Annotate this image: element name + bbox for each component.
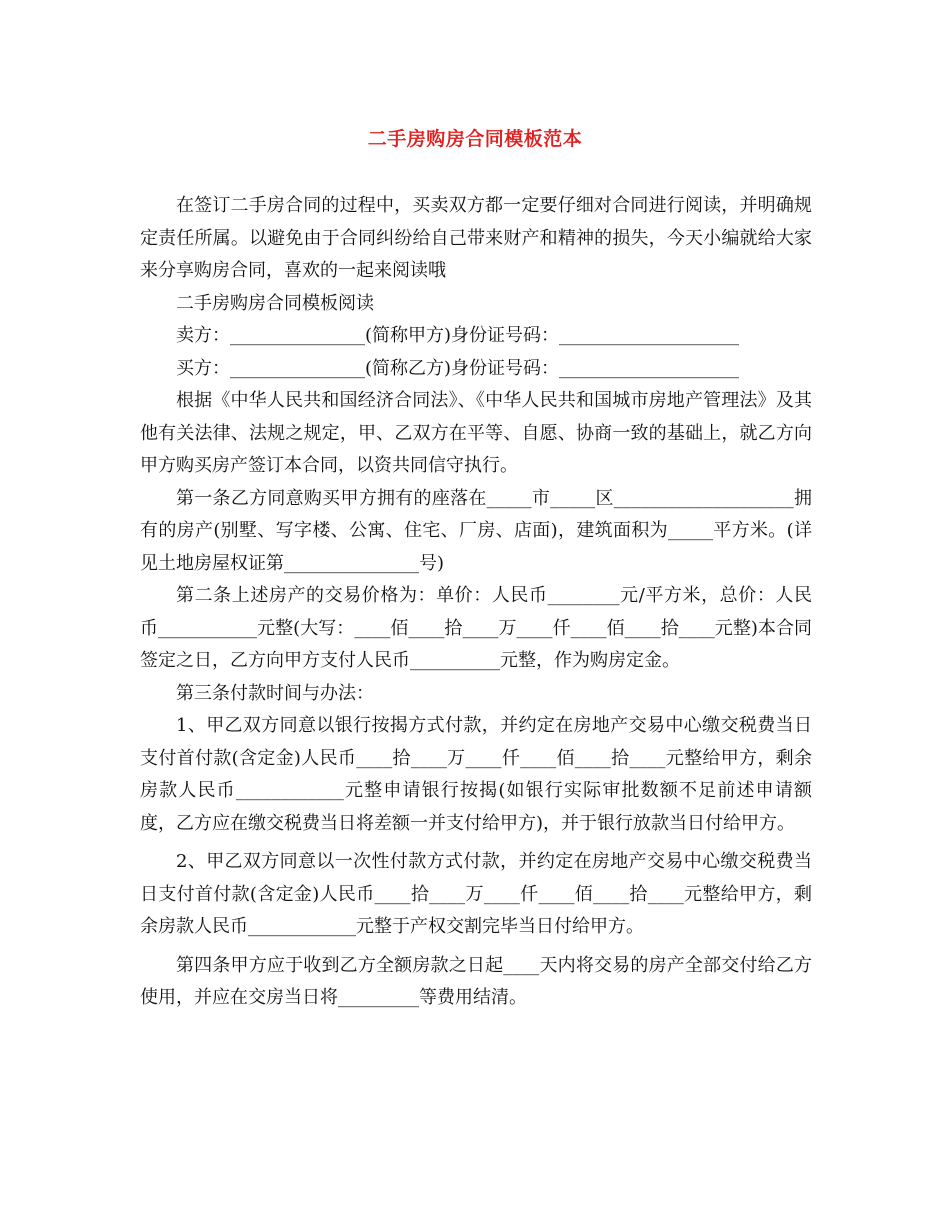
subtitle-paragraph: 二手房购房合同模板阅读: [176, 292, 374, 314]
article-3-clause-2: 2、甲乙双方同意以一次性付款方式付款，并约定在房地产交易中心缴交税费当日支付首付款(含定金)人民币____拾____万____仟____佰____拾____元整给甲方，剩余房款人民币____________元整于产权交割完毕当日付给甲方。: [140, 851, 812, 937]
article-3-heading: 第三条付款时间与办法：: [176, 682, 374, 704]
article-1: 第一条乙方同意购买甲方拥有的座落在_____市_____区____________________拥有的房产(别墅、写字楼、公寓、住宅、厂房、店面)，建筑面积为_____平方米。(详见土地房屋权证第_______________号): [140, 487, 812, 574]
article-4: 第四条甲方应于收到乙方全额房款之日起____天内将交易的房产全部交付给乙方使用，并应在交房当日将_________等费用结清。: [140, 954, 812, 1008]
article-2: 第二条上述房产的交易价格为：单价：人民币________元/平方米，总价：人民币___________元整(大写：____佰____拾____万____仟____佰____拾____元整)本合同签定之日，乙方向甲方支付人民币__________元整，作为购房定金。: [140, 585, 812, 671]
document-title: 二手房购房合同模板范本: [367, 128, 583, 150]
article-3-clause-1: 1、甲乙双方同意以银行按揭方式付款，并约定在房地产交易中心缴交税费当日支付首付款(含定金)人民币____拾____万____仟____佰____拾____元整给甲方，剩余房款人民币____________元整申请银行按揭(如银行实际审批数额不足前述申请额度，乙方应在缴交税费当日将差额一并支付给甲方)，并于银行放款当日付给甲方。: [140, 715, 812, 834]
document-body: [140, 190, 812, 1015]
intro-paragraph: 在签订二手房合同的过程中，买卖双方都一定要仔细对合同进行阅读，并明确规定责任所属。以避免由于合同纠纷给自己带来财产和精神的损失，今天小编就给大家来分享购房合同，喜欢的一起来阅读哦: [140, 195, 812, 281]
seller-line: 卖方：_______________(简称甲方)身份证号码：____________________: [176, 325, 740, 346]
buyer-line: 买方：_______________(简称乙方)身份证号码：____________________: [176, 357, 740, 379]
legal-basis-paragraph: 根据《中华人民共和国经济合同法》、《中华人民共和国城市房地产管理法》及其他有关法律、法规之规定，甲、乙双方在平等、自愿、协商一致的基础上，就乙方向甲方购买房产签订本合同，以资共同信守执行。: [140, 390, 812, 476]
